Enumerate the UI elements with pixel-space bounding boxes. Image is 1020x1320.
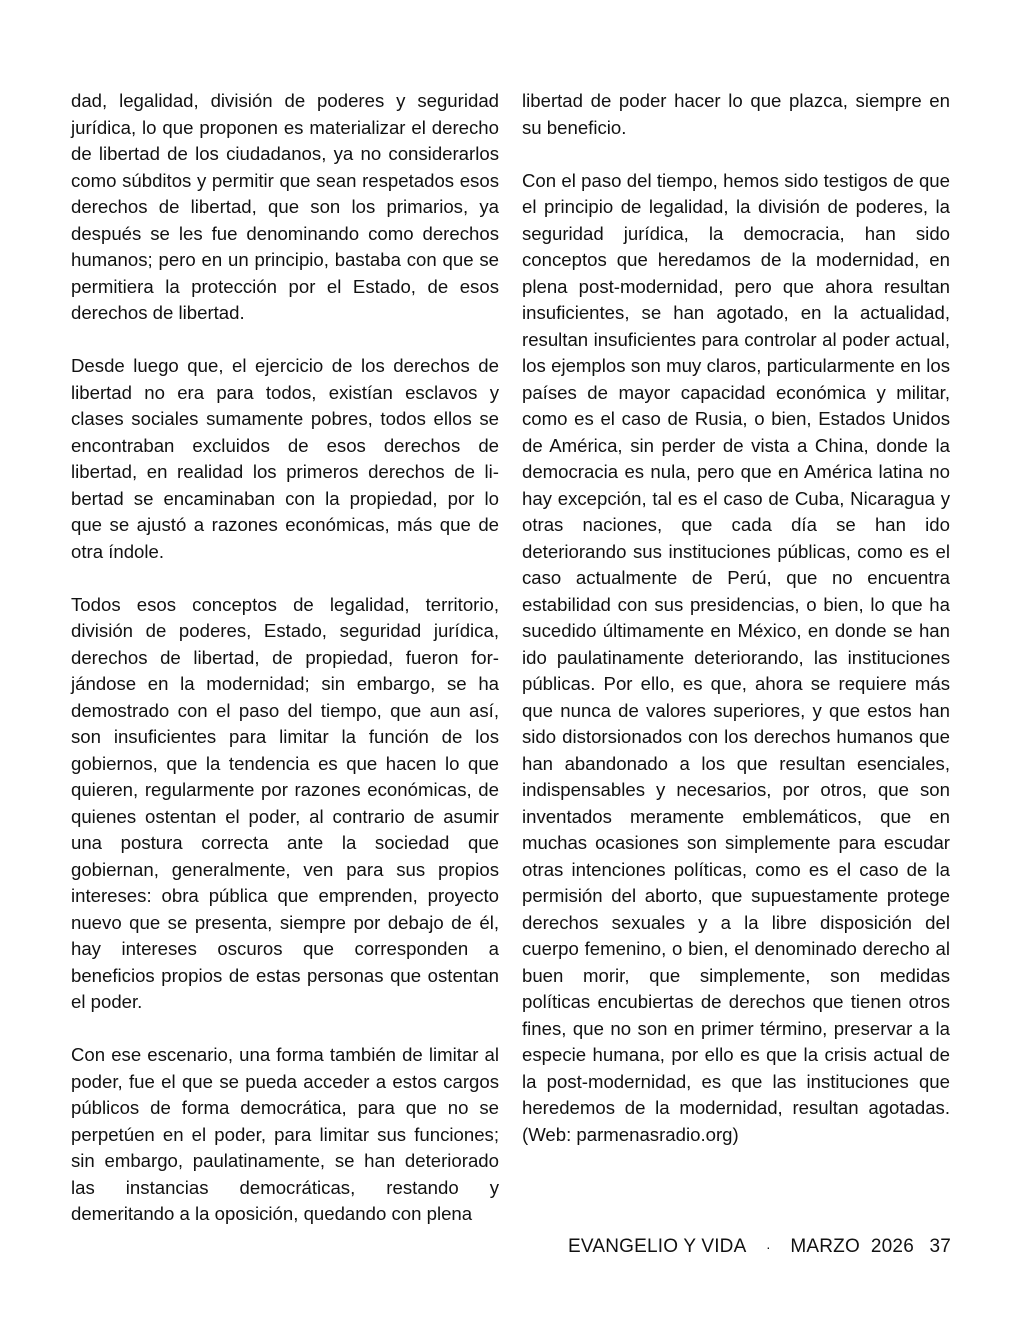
paragraph: Con el paso del tiempo, hemos sido testigos de que el principio de legalidad, la división de poderes, la seguridad jurídica, la democracia, han sido conceptos que heredamos de la modernidad, en plena post-modernidad, pero que ahora resultan insuficientes, se han agotado, en la actualidad, resultan insuficientes para controlar al poder actual, los ejemplos son muy claros, particularmente en los países de mayor capacidad económica y militar, como es el caso de Rusia, o bien, Estados Unidos de América, sin perder de vista a China, donde la democracia es nula, pero que en América latina no hay excepción, tal es el caso de Cuba, Nicaragua y otras naciones, que cada día se han ido deteriorando sus instituciones públicas, como es el caso actualmente de Perú, que no encuentra estabilidad con sus presidencias, o bien, lo que ha sucedido últimamente en México, en donde se han ido paulatinamente deteriorando, las instituciones públicas. Por ello, es que, ahora se requiere más que nunca de valores superiores, y que estos han sido distorsionados con los derechos humanos que han abandonado a los que resultan esenciales, indispensables y necesarios, por otros, que son inventados meramente emblemáticos, que en muchas ocasiones son simplemente para escudar otras intenciones políticas, como es el caso de la permisión del aborto, que supuestamente protege derechos sexuales y a la libre disposición del cuerpo femenino, o bien, el denominado derecho al buen morir, que simplemente, son medidas políticas encubiertas de derechos que tienen otros fines, que no son en primer término, preservar a la especie humana, por ello es que la crisis actual de la post-modernidad, es que las instituciones que heredemos de la modernidad, resultan agotadas. (Web: parmenasradio.org) (522, 169, 950, 1145)
paragraph: Desde luego que, el ejercicio de los derechos de libertad no era para todos, existían esclavos y clases sociales sumamente pobres, todos ellos se encontraban excluidos de esos derechos de libertad, en realidad los primeros derechos de libertad se encaminaban con la propiedad, por lo que se ajustó a razones económicas, más que de otra índole. (71, 355, 499, 562)
footer-separator: · (765, 1238, 771, 1255)
paragraph: dad, legalidad, división de poderes y seguridad jurídica, lo que proponen es materializar el derecho de libertad de los ciudadanos, ya no considerarlos como súbditos y permitir que sean respetados esos derechos de libertad, que son los primarios, ya después se les fue denominando como derechos humanos; pero en un principio, bastaba con que se permitiera la protección por el Estado, de esos derechos de libertad. (71, 90, 499, 323)
page-footer (568, 1236, 951, 1258)
paragraph: Todos esos conceptos de legalidad, territorio, división de poderes, Estado, seguridad jurídica, derechos de libertad, de propiedad, fueron forjándose en la modernidad; sin embargo, se ha demostrado con el paso del tiempo, que aun así, son insuficientes para limitar la función de los gobiernos, que la tendencia es que hacen lo que quieren, regularmente por razones económicas, de quienes ostentan el poder, al contrario de asumir una postura correcta ante la sociedad que gobiernan, generalmente, ven para sus propios intereses: obra pública que emprenden, proyecto nuevo que se presenta, siempre por debajo de él, hay intereses oscuros que corresponden a beneficios propios de estas personas que ostentan el poder. (71, 593, 499, 1012)
paragraph: Con ese escenario, una forma también de limitar al poder, fue el que se pueda acceder a estos cargos públicos de forma democrática, para que no se perpetúen en el poder, para limitar sus funciones; sin embargo, paulatinamente, se han deteriorado las instancias democráticas, restando y demeritando a la oposición, quedando con plena (71, 1044, 499, 1224)
paragraph: libertad de poder hacer lo que plazca, siempre en su beneficio. (522, 90, 950, 138)
left-column (71, 88, 499, 1254)
publication-name: EVANGELIO Y VIDA (567, 1236, 747, 1257)
issue-date: MARZO 2026 (790, 1236, 914, 1257)
right-column (522, 88, 950, 1175)
page-number: 37 (929, 1236, 951, 1257)
